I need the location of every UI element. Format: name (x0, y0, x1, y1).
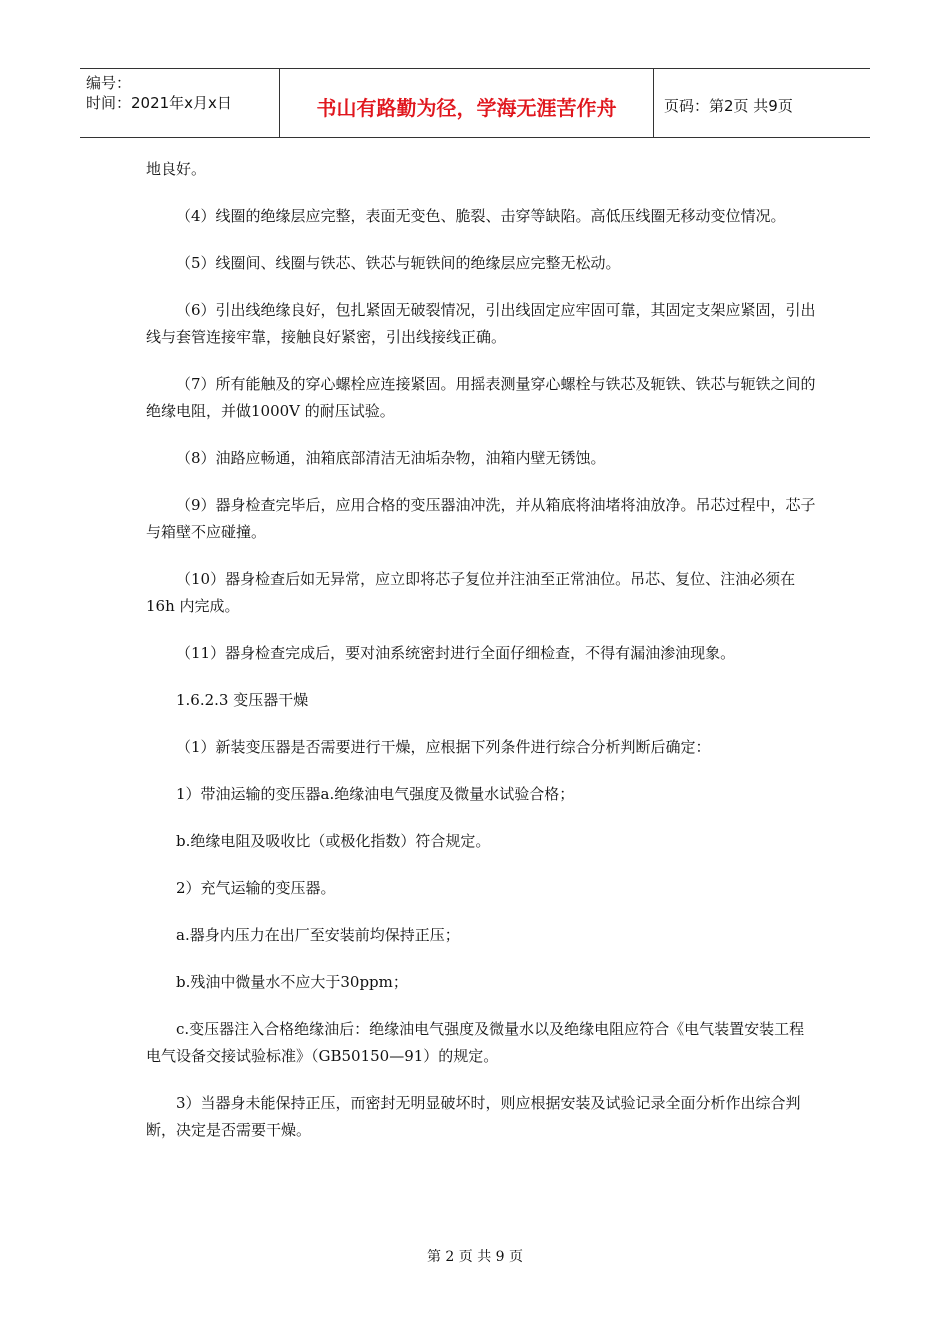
paragraph: b.残油中微量水不应大于30ppm； (176, 973, 408, 991)
header-meta (80, 69, 280, 137)
paragraph: c.变压器注入合格绝缘油后：绝缘油电气强度及微量水以及绝缘电阻应符合《电气装置安装工程电气设备交接试验标准》（GB50150—91）的规定。 (146, 1020, 805, 1065)
paragraph: 1）带油运输的变压器a.绝缘油电气强度及微量水试验合格； (176, 785, 575, 803)
paragraph: 3）当器身未能保持正压，而密封无明显破坏时，则应根据安装及试验记录全面分析作出综合判断，决定是否需要干燥。 (146, 1094, 801, 1139)
document-body (146, 156, 818, 1164)
paragraph: （6）引出线绝缘良好，包扎紧固无破裂情况，引出线固定应牢固可靠，其固定支架应紧固，引出线与套管连接牢靠，接触良好紧密，引出线接线正确。 (146, 301, 816, 346)
paragraph: （5）线圈间、线圈与铁芯、铁芯与轭铁间的绝缘层应完整无松动。 (176, 254, 621, 272)
paragraph: （1）新装变压器是否需要进行干燥，应根据下列条件进行综合分析判断后确定： (176, 738, 711, 756)
paragraph: 地良好。 (146, 160, 207, 178)
page-header (80, 68, 870, 138)
header-page-info: 页码：第2页 共9页 (664, 96, 793, 115)
paragraph: a.器身内压力在出厂至安装前均保持正压； (176, 926, 460, 944)
header-motto: 书山有路勤为径，学海无涯苦作舟 (280, 69, 654, 137)
paragraph: b.绝缘电阻及吸收比（或极化指数）符合规定。 (176, 832, 491, 850)
paragraph: （4）线圈的绝缘层应完整，表面无变色、脆裂、击穿等缺陷。高低压线圈无移动变位情况。 (176, 207, 786, 225)
paragraph: （10）器身检查后如无异常，应立即将芯子复位并注油至正常油位。吊芯、复位、注油必须在16h 内完成。 (146, 570, 796, 615)
section-heading: 1.6.2.3 变压器干燥 (176, 691, 309, 709)
paragraph: 2）充气运输的变压器。 (176, 879, 336, 897)
paragraph: （9）器身检查完毕后，应用合格的变压器油冲洗，并从箱底将油堵将油放净。吊芯过程中，芯子与箱壁不应碰撞。 (146, 496, 816, 541)
paragraph: （7）所有能触及的穿心螺栓应连接紧固。用摇表测量穿心螺栓与铁芯及轭铁、铁芯与轭铁之间的绝缘电阻，并做1000V 的耐压试验。 (146, 375, 816, 420)
paragraph: （11）器身检查完成后，要对油系统密封进行全面仔细检查，不得有漏油渗油现象。 (176, 644, 736, 662)
paragraph: （8）油路应畅通，油箱底部清洁无油垢杂物，油箱内壁无锈蚀。 (176, 449, 606, 467)
page-footer: 第 2 页 共 9 页 (426, 1249, 524, 1265)
document-number-label: 编号： (86, 74, 132, 92)
document-date: 时间：2021年x月x日 (86, 94, 232, 112)
